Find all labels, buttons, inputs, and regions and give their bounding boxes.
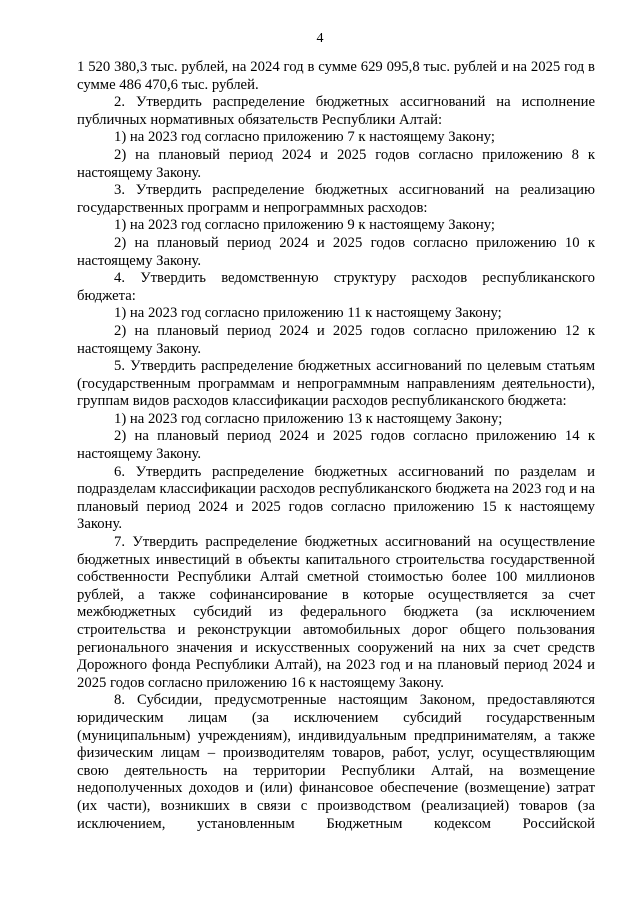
subitem-4-2: 2) на плановый период 2024 и 2025 годов согласно приложению 12 к настоящему Закону. xyxy=(77,322,595,357)
subitem-5-1: 1) на 2023 год согласно приложению 13 к настоящему Закону; xyxy=(114,410,503,427)
page-number: 4 xyxy=(316,31,324,46)
paragraph-item-3: 3. Утвердить распределение бюджетных ассигнований на реализацию государственных программ и непрограммных расходов: xyxy=(77,182,595,216)
paragraph-item-7: 7. Утвердить распределение бюджетных ассигнований на осуществление бюджетных инвестиций в объекты капитального строительства государственной собственности Республики Алтай сметной стоимостью более 100 миллионов рублей, а также софинансирование в которые осуществляется за счет межбюджетных субсидий из федерального бюджета (за исключением строительства и реконструкции автомобильных дорог общего пользования регионального значения и искусственных сооружений на них за счет средств Дорожного фонда Республики Алтай), на 2023 год и на плановый период 2024 и 2025 годов согласно приложению 16 к настоящему Закону. xyxy=(77,534,595,691)
paragraph-item-2: 2. Утвердить распределение бюджетных ассигнований на исполнение публичных нормативных обязательств Республики Алтай: xyxy=(77,94,595,128)
paragraph-item-8: 8. Субсидии, предусмотренные настоящим Законом, предоставляются юридическим лицам (за исключением субсидий государственным (муниципальным) учреждениям), индивидуальным предпринимателям, а также физическим лицам – производителям товаров, работ, услуг, осуществляющим свою деятельность на территории Республики Алтай, на возмещение недополученных доходов и (или) финансовое обеспечение (возмещение) затрат (их части), возникших в связи с производством (реализацией) товаров (за исключением, установленным Бюджетным кодексом Российской xyxy=(77,692,595,832)
paragraph-item-5: 5. Утвердить распределение бюджетных ассигнований по целевым статьям (государственным программам и непрограммным направлениям деятельности), группам видов расходов классификации расходов республиканского бюджета: xyxy=(77,358,595,410)
subitem-3-2: 2) на плановый период 2024 и 2025 годов согласно приложению 10 к настоящему Закону. xyxy=(77,234,595,269)
subitem-4-1: 1) на 2023 год согласно приложению 11 к настоящему Закону; xyxy=(114,305,502,322)
paragraph-budget-amounts: 1 520 380,3 тыс. рублей, на 2024 год в сумме 629 095,8 тыс. рублей и на 2025 год в сумме 486 470,6 тыс. рублей. xyxy=(77,59,595,93)
subitem-5-2: 2) на плановый период 2024 и 2025 годов согласно приложению 14 к настоящему Закону. xyxy=(77,428,595,463)
subitem-3-1: 1) на 2023 год согласно приложению 9 к настоящему Закону; xyxy=(114,217,495,234)
subitem-2-1: 1) на 2023 год согласно приложению 7 к настоящему Закону; xyxy=(114,129,495,146)
subitem-2-2: 2) на плановый период 2024 и 2025 годов согласно приложению 8 к настоящему Закону. xyxy=(77,146,595,181)
paragraph-item-6: 6. Утвердить распределение бюджетных ассигнований по разделам и подразделам классификации расходов республиканского бюджета на 2023 год и на плановый период 2024 и 2025 годов согласно приложению 15 к настоящему Закону. xyxy=(77,463,595,533)
document-body xyxy=(77,59,595,833)
paragraph-item-4: 4. Утвердить ведомственную структуру расходов республиканского бюджета: xyxy=(77,270,595,304)
